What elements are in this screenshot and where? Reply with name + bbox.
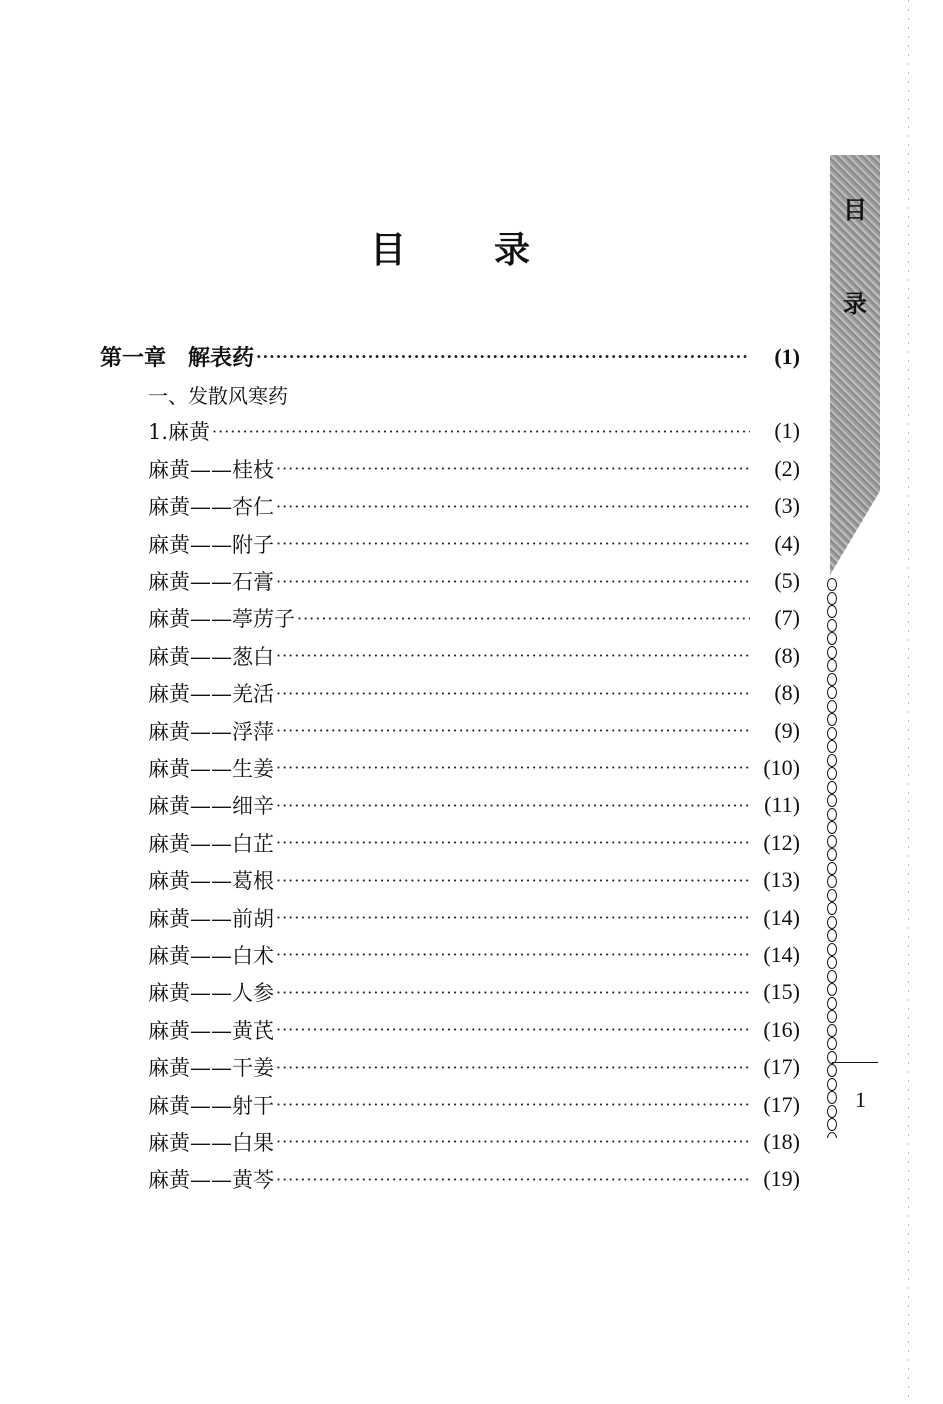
toc-entry-label: 麻黄——前胡 bbox=[148, 906, 274, 931]
dot-leader bbox=[276, 758, 750, 777]
toc-entry[interactable] bbox=[100, 600, 800, 637]
toc-page-number: (19) bbox=[763, 1166, 800, 1192]
toc-entry-label: 麻黄——白芷 bbox=[148, 831, 274, 856]
toc-entry[interactable] bbox=[100, 637, 800, 674]
toc-entry-label: 麻黄——葛根 bbox=[148, 869, 274, 894]
chain-link bbox=[827, 686, 837, 699]
chain-link bbox=[827, 1078, 837, 1091]
toc-entry[interactable] bbox=[100, 861, 800, 898]
chain-link bbox=[827, 673, 837, 686]
toc-page-number: (4) bbox=[774, 530, 800, 556]
dot-leader bbox=[276, 1058, 750, 1077]
chain-link bbox=[827, 970, 837, 983]
toc-entry-label: 麻黄——浮萍 bbox=[148, 719, 274, 744]
chain-link bbox=[827, 592, 837, 605]
toc-entry[interactable] bbox=[100, 413, 800, 450]
table-of-contents bbox=[100, 338, 800, 1198]
dot-leader bbox=[276, 459, 750, 478]
toc-entry-label: 麻黄——细辛 bbox=[148, 794, 274, 819]
chain-link bbox=[827, 1132, 837, 1139]
toc-entry[interactable] bbox=[100, 1048, 800, 1085]
toc-entry[interactable] bbox=[100, 562, 800, 599]
toc-entry[interactable] bbox=[100, 675, 800, 712]
toc-chapter-label: 第一章 解表药 bbox=[100, 345, 255, 372]
chain-link bbox=[827, 781, 837, 794]
page-number: 1 bbox=[855, 1087, 866, 1112]
toc-page-number: (13) bbox=[763, 867, 800, 893]
toc-entry-label: 麻黄——白果 bbox=[148, 1130, 274, 1155]
toc-page-number: (18) bbox=[763, 1128, 800, 1154]
toc-entry-label: 麻黄——杏仁 bbox=[148, 495, 274, 520]
dot-leader bbox=[276, 1170, 750, 1189]
chain-link bbox=[827, 700, 837, 713]
chain-link bbox=[827, 956, 837, 969]
toc-entry-label: 1.麻黄 bbox=[148, 420, 211, 445]
toc-page-number: (1) bbox=[774, 343, 800, 369]
toc-page-number: (15) bbox=[763, 979, 800, 1005]
chain-link bbox=[827, 1118, 837, 1131]
toc-page-number: (14) bbox=[763, 941, 800, 967]
chain-link bbox=[827, 1010, 837, 1023]
dot-leader bbox=[256, 347, 750, 366]
toc-entry[interactable] bbox=[100, 450, 800, 487]
toc-item-list bbox=[100, 413, 800, 1198]
toc-entry-label: 麻黄——桂枝 bbox=[148, 457, 274, 482]
toc-page-number: (14) bbox=[763, 904, 800, 930]
toc-entry[interactable] bbox=[100, 488, 800, 525]
toc-page-number: (8) bbox=[774, 642, 800, 668]
dot-leader bbox=[276, 534, 750, 553]
toc-page-number: (16) bbox=[763, 1016, 800, 1042]
dot-leader bbox=[276, 684, 750, 703]
chain-link bbox=[827, 646, 837, 659]
dot-leader bbox=[276, 1020, 750, 1039]
chain-link bbox=[827, 835, 837, 848]
page-title-char-1: 目 bbox=[370, 230, 407, 271]
dot-leader bbox=[276, 646, 750, 665]
toc-section-heading bbox=[100, 375, 800, 412]
toc-entry-label: 麻黄——人参 bbox=[148, 981, 274, 1006]
toc-entry-label: 麻黄——白术 bbox=[148, 943, 274, 968]
toc-page-number: (9) bbox=[774, 717, 800, 743]
chain-link bbox=[827, 632, 837, 645]
page-title bbox=[370, 222, 530, 273]
chain-link bbox=[827, 983, 837, 996]
chain-link bbox=[827, 578, 837, 591]
toc-entry[interactable] bbox=[100, 749, 800, 786]
dot-leader bbox=[297, 609, 750, 628]
chain-link bbox=[827, 1105, 837, 1118]
toc-page-number: (1) bbox=[774, 418, 800, 444]
dot-leader bbox=[276, 1132, 750, 1151]
chain-link bbox=[827, 1037, 837, 1050]
chain-link bbox=[827, 619, 837, 632]
toc-section-label: 一、发散风寒药 bbox=[148, 383, 288, 408]
toc-page-number: (17) bbox=[763, 1054, 800, 1080]
chain-link bbox=[827, 659, 837, 672]
toc-entry[interactable] bbox=[100, 1011, 800, 1048]
chain-link bbox=[827, 808, 837, 821]
toc-page-number: (11) bbox=[764, 792, 800, 818]
chain-link bbox=[827, 740, 837, 753]
chain-link bbox=[827, 794, 837, 807]
toc-entry-label: 麻黄——黄芩 bbox=[148, 1168, 274, 1193]
chain-link bbox=[827, 605, 837, 618]
dot-leader bbox=[276, 833, 750, 852]
chain-link bbox=[827, 1091, 837, 1104]
toc-entry[interactable] bbox=[100, 1123, 800, 1160]
chain-link bbox=[827, 727, 837, 740]
toc-page-number: (7) bbox=[774, 605, 800, 631]
chain-link bbox=[827, 821, 837, 834]
toc-entry-label: 麻黄——射干 bbox=[148, 1093, 274, 1118]
chain-link bbox=[827, 862, 837, 875]
toc-entry-label: 麻黄——黄芪 bbox=[148, 1018, 274, 1043]
dot-leader bbox=[276, 871, 750, 890]
dot-leader bbox=[276, 945, 750, 964]
toc-page-number: (10) bbox=[763, 754, 800, 780]
chain-link bbox=[827, 943, 837, 956]
toc-entry-label: 麻黄——附子 bbox=[148, 532, 274, 557]
dot-leader bbox=[276, 572, 750, 591]
footer-rule bbox=[832, 1062, 878, 1063]
toc-entry[interactable] bbox=[100, 936, 800, 973]
toc-entry[interactable] bbox=[100, 525, 800, 562]
toc-entry[interactable] bbox=[100, 899, 800, 936]
dot-leader bbox=[276, 497, 750, 516]
chain-link bbox=[827, 767, 837, 780]
side-tab-char-1: 目 bbox=[843, 196, 867, 224]
toc-page-number: (2) bbox=[774, 455, 800, 481]
decorative-chain-border bbox=[825, 578, 839, 1138]
toc-entry-label: 麻黄——生姜 bbox=[148, 756, 274, 781]
toc-entry-label: 麻黄——葱白 bbox=[148, 644, 274, 669]
toc-entry-label: 麻黄——干姜 bbox=[148, 1056, 274, 1081]
toc-chapter-entry[interactable] bbox=[100, 338, 800, 375]
dot-leader bbox=[276, 721, 750, 740]
toc-entry[interactable] bbox=[100, 824, 800, 861]
chain-link bbox=[827, 754, 837, 767]
chain-link bbox=[827, 1064, 837, 1077]
toc-entry[interactable] bbox=[100, 787, 800, 824]
dot-leader bbox=[276, 983, 750, 1002]
page-edge-texture bbox=[908, 0, 909, 1404]
toc-page-number: (5) bbox=[774, 568, 800, 594]
toc-entry-label: 麻黄——羌活 bbox=[148, 682, 274, 707]
toc-entry[interactable] bbox=[100, 712, 800, 749]
dot-leader bbox=[276, 796, 750, 815]
toc-entry[interactable] bbox=[100, 1161, 800, 1198]
dot-leader bbox=[212, 422, 750, 441]
toc-page-number: (3) bbox=[774, 493, 800, 519]
toc-entry-label: 麻黄——葶苈子 bbox=[148, 607, 295, 632]
toc-page-number: (17) bbox=[763, 1091, 800, 1117]
toc-entry[interactable] bbox=[100, 974, 800, 1011]
chain-link bbox=[827, 929, 837, 942]
page-title-char-2: 录 bbox=[493, 230, 530, 271]
toc-page-number: (12) bbox=[763, 829, 800, 855]
side-tab-char-2: 录 bbox=[843, 290, 867, 318]
dot-leader bbox=[276, 1095, 750, 1114]
chain-link bbox=[827, 997, 837, 1010]
chain-link bbox=[827, 916, 837, 929]
chain-link bbox=[827, 889, 837, 902]
chain-link bbox=[827, 848, 837, 861]
chain-link bbox=[827, 902, 837, 915]
toc-page-number: (8) bbox=[774, 680, 800, 706]
toc-entry[interactable] bbox=[100, 1086, 800, 1123]
chain-link bbox=[827, 1024, 837, 1037]
chain-link bbox=[827, 875, 837, 888]
chain-link bbox=[827, 713, 837, 726]
dot-leader bbox=[276, 908, 750, 927]
toc-entry-label: 麻黄——石膏 bbox=[148, 570, 274, 595]
